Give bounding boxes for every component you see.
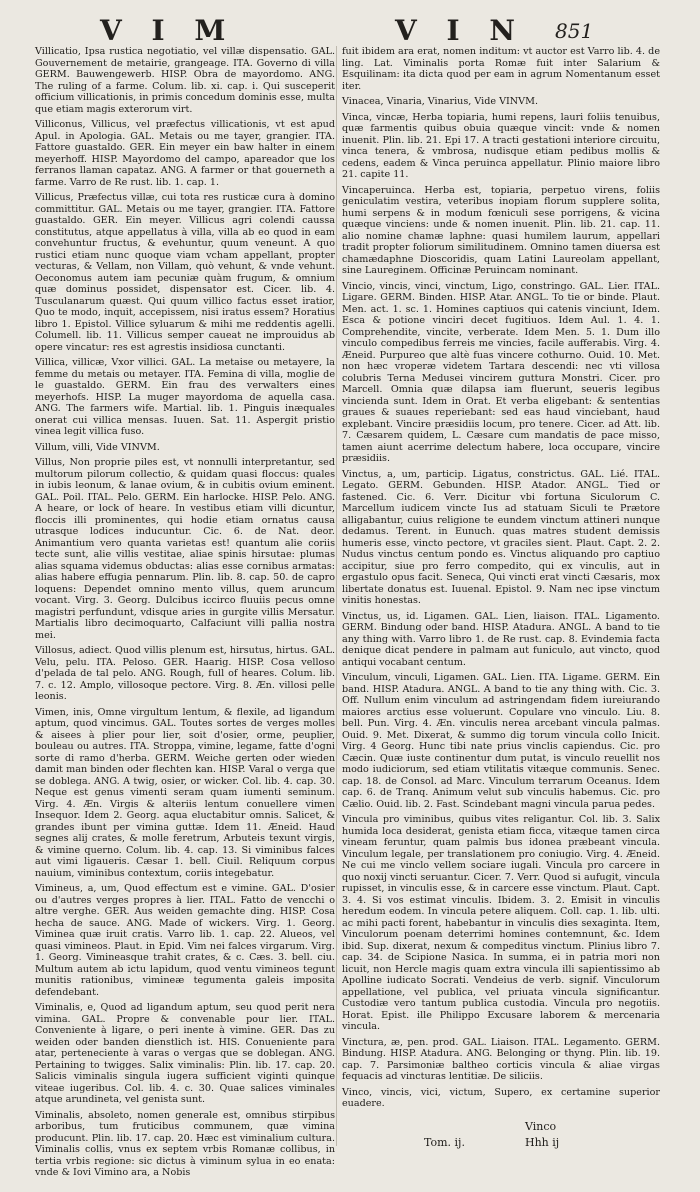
entry-vinco: Vinco, vincis, vici, victum, Supero, ex certamine superior euadere. [342, 1086, 660, 1109]
running-head-right: V I N [395, 14, 525, 47]
running-header [0, 10, 700, 46]
volume-mark: Tom. ij. [424, 1136, 465, 1149]
entry-villicatio: Villicatio, Ipsa rustica negotiatio, vel villæ dispensatio. GAL. Gouvernement de metairie, grangeage. ITA. Governo di villa GERM. Bauwengewerb. HISP. Obra de mayordomo. ANG. The ruling of a farme. Colum. lib. xi. cap. i. Qui susceperit officium villicationis, in primis concedum dominis esse, multa que etiam magis exterorum virt. [35, 46, 335, 115]
entry-vinctura: Vinctura, æ, pen. prod. GAL. Liaison. ITAL. Legamento. GERM. Bindung. HISP. Atadura. ANG. Belonging or thyng. Plin. lib. 19. cap. 7. Parsimoniæ baltheo corticis vincula & aliae virgas fequacis ad vincturas lentitiæ. De siliciis. [342, 1036, 660, 1082]
page-footer [0, 1120, 700, 1176]
entry-vinculum: Vinculum, vinculi, Ligamen. GAL. Lien. ITA. Ligame. GERM. Ein band. HISP. Atadura. ANGL. A band to tie any thing with. Cic. 3. Off. Nullum enim vinculum ad astringendam fidem iureiurando maiores arctius esse voluerunt. Copulare vno vinculo. Liu. 8. bell. Pun. Virg. 4. Æn. vinculis nerea arcebant vincula palmas. Ouid. 9. Met. Dixerat, & summo dig torum vincula collo Inicit. Virg. 4 Georg. Hunc tibi nate prius vinclis capiendus. Cic. pro Cæcin. Quæ iuste continentur dum putat, is vinculo reuellit nos modo iudiciorum, sed etiam vtilitatis vitæque communis. Senec. cap. 18. de Consol. ad Marc. Vinculum terrarum Oceanus. Idem cap. 6. de Tranq. Animum velut sub vinculis habemus. Cic. pro Cælio. Ouid. lib. 2. Fast. Scindebant magni vincula parua pedes. [342, 672, 660, 810]
entry-vincaperuinca: Vincaperuinca. Herba est, topiaria, perpetuo virens, foliis geniculatim vestira, veteribus inopiam florum supplere solita, humi serpens & in modum fœniculi sese porrigens, & vicina quæque vinciens: unde & nomen inuenit. Plin. lib. 21. cap. 11. alio nomine chamæ laphne: quasi humilem laurum, appellari tradit propter foliorum similitudinem. Omnino tamen diuersa est chamædaphne Dioscoridis, quam Latini Laureolam appellant, sine Laureginem. Officinæ Peruincam nominant. [342, 184, 660, 276]
running-head-left: V I M [100, 14, 236, 47]
entry-villiconus: Villiconus, Villicus, vel præfectus villicationis, vt est apud Apul. in Apologia. GAL. Metais ou me tayer, grangier. ITA. Fattore guastaldo. GER. Ein meyer ein baw halter in einem meyerhoff. HISP. Mayordomo del campo, apareador que los ferranos llaman capataz. ANG. A farmer or that gouerneth a farme. Varro de Re rust. lib. 1. cap. 1. [35, 119, 335, 188]
entry-vinctus-adj: Vinctus, a, um, particip. Ligatus, constrictus. GAL. Lié. ITAL. Legato. GERM. Gebunden. HISP. Atador. ANGL. Tied or fastened. Cic. 6. Verr. Dicitur vbi fortuna Siculorum C. Marcellum iudicem vincte Ius ad statuam Siculi te Prætore alligabantur, cuius religione te eundem vinctum attineri nunque dedamus. Terent. in Eunuch. quas matres student demissis humeris esse, vincto pectore, vt graciles sient. Plaut. Capt. 2. 2. Nudus vinctus centum pondo es. Vinctus aliquando pro captiuo accipitur, siue pro ferro compedito, qui ex vinculis, aut in ergastulo opus facit. Seneca, Qui vincti erat vincti Cæsaris, mox libertate donatus est. Iuuenal. Epistol. 9. Nam nec ipse vinctum vinitis honestas. [342, 468, 660, 606]
entry-villicus: Villicus, Præfectus villæ, cui tota res rusticæ cura à domino committitur. GAL. Metais ou me tayer, grangier. ITA. Fattore guastaldo. GER. Ein meyer. Villicus agri colendi caussa constitutus, atque appellatus à villa, villa ab eo quod in eam convehuntur fructus, & evehuntur, quum veneunt. A quo rustici etiam nunc quoque viam vcham appellant, propter vecturas, & Vellam, non Villam, quò vehunt, & vnde vehunt. Oeconomus autem iam pecuniæ quàm frugum, & omnium quæ dominus possidet, dispensator est. Cicer. lib. 4. Tusculanarum quæst. Qui quum villico factus esset iratior, Quo te modo, inquit, accepissem, nisi iratus essem? Horatius libro 1. Epistol. Villice syluarum & mihi me reddentis agelli. Columell. lib. 11. Villicus semper caueat ne improuidus ab opere vincatur: res est agrestis insidiosa cunctanti. [35, 192, 335, 353]
entry-vinctus-noun: Vinctus, us, id. Ligamen. GAL. Lien, liaison. ITAL. Ligamento. GERM. Bindung oder band. HISP. Atadura. ANGL. A band to tie any thing with. Varro libro 1. de Re rust. cap. 8. Evindemia facta denique dicat pendere in palmam aut funiculo, aut vincto, quod antiqui vocabant centum. [342, 610, 660, 668]
signature-mark: Hhh ij [525, 1136, 560, 1149]
entry-viminalis: Viminalis, e, Quod ad ligandum aptum, seu quod perit nera vimina. GAL. Propre & convenable pour lier. ITAL. Conveniente à ligare, o peri inente à vimine. GER. Das zu weiden oder banden dienstlich ist. HIS. Conueniente para atar, perteneciente à varas o vergas que se doblegan. ANG. Pertaining to twigges. Salix viminalis: Plin. lib. 17. cap. 20. Salicis viminalis singula iugera sufficient viginti quinque viteae iugeribus. Col. lib. 4. c. 30. Quae salices viminales atque arundineta, vel genista sunt. [35, 1002, 335, 1105]
entry-continuation: fuit ibidem ara erat, nomen inditum: vt auctor est Varro lib. 4. de ling. Lat. Viminalis porta Romæ fuit inter Salarium & Esquilinam: ita dicta quod per eam in agrum Nomentanum esset iter. [342, 46, 660, 92]
page-number: 851 [555, 19, 594, 43]
entry-vimen: Vimen, inis, Omne virgultum lentum, & flexile, ad ligandum aptum, quod vincimus. GAL. Toutes sortes de verges molles & aisees à plier pour lier, soit d'osier, orme, peuplier, bouleau ou autres. ITA. Stroppa, vimine, legame, fatte d'ogni sorte di ramo d'herba. GERM. Weiche gerten oder wieden damit man binden oder flechten kan. HISP. Varal o verga que se doblega. ANG. A twig, osier, or wicker. Col. lib. 4. cap. 30. Neque est genus vimenti seram quam iumenti seminum. Virg. 4. Æn. Virgis & alteriis lentum conuellere vimen Insequor. Idem 2. Georg. aqua eluctabitur omnis. Salicet, & grandes ibunt per vimina guttæ. Idem 11. Æneid. Haud segnes alij crates, & molle feretrum, Arbuteis texunt virgis, & vimine querno. Colum. lib. 4. cap. 13. Si viminibus falces aut vimi ligaueris. Cæsar 1. bell. Ciuil. Reliquum corpus nauium, viminibus contextum, coriis integebatur. [35, 706, 335, 879]
left-column [35, 46, 335, 1178]
entry-vinacea: Vinacea, Vinaria, Vinarius, Vide VINVM. [342, 96, 538, 107]
column-divider [336, 46, 337, 1146]
right-column [342, 46, 660, 1136]
entry-viminalis-2: Viminalis, absoleto, nomen generale est, omnibus stirpibus arboribus, tum fruticibus communem, quæ vimina producunt. Plin. lib. 17. cap. 20. Hæc est viminalium cultura. Viminalis collis, vnus ex septem vrbis Romanæ collibus, in tertia vrbis regione: sic dictus à viminum sylua in eo enata: vnde & Iovi Vimino ara, a Nobis [35, 1109, 335, 1178]
entry-villica: Villica, villicæ, Vxor villici. GAL. La metaise ou metayere, la femme du metais ou metayer. ITA. Femina di villa, moglie de le guastaldo. GERM. Ein frau des verwalters eines meyerhofs. HISP. La muger mayordoma de aquella casa. ANG. The farmers wife. Martial. lib. 1. Pinguis inæquales onerat cui villica mensas. Iuuen. Sat. 11. Aspergit pristio vinea legit villica fuso. [35, 357, 335, 437]
catchword: Vinco [525, 1120, 557, 1133]
entry-villus: Villus, Non proprie piles est, vt nonnulli interpretantur, sed multorum pilorum collectio, & quidam quasi floccus: quales in iubis leonum, & lanae ovium, & in cubitis ovium eminent. GAL. Poil. ITAL. Pelo. GERM. Ein harlocke. HISP. Pelo. ANG. A heare, or lock of heare. In vestibus etiam villi dicuntur, floccis illi prominentes, qui hodie etiam ornatus causa utrasque lodices inducuntur. Cic. 6. de Nat. deor. Animantium vero quanta varietas est! quantum alie coriis tecte sunt, alie villis vestitae, aliae spinis hirsutae: plumas alias squama videmus obductas: alias esse cornibus armatas: alias habere effugia pennarum. Plin. lib. 8. cap. 50. de capro loquens: Dependet omnino mento villus, quem aruncum vocant. Virg. 3. Georg. Dulcibus iccirco fluuiis pecus omne magistri perfundunt, vdisque aries in gurgite villis Mersatur. Martialis libro decimoquarto, Calfaciunt villi pallia nostra mei. [35, 457, 335, 641]
entry-vincula: Vincula pro viminibus, quibus vites religantur. Col. lib. 3. Salix humida loca desiderat, genista etiam ficca, vitæque tamen circa vineam feruntur, quam palmis bus idonea præbeant vincula. Vinculum legale, per translationem pro coniugio. Virg. 4. Æneid. Ne cui me vinclo vellem sociare iugali. Vincula pro carcere in quo noxij vincti seruantur. Cicer. 7. Verr. Quod si aufugit, vincula rupisset, in vinculis esse, & in carcere esse vinctum. Plaut. Capt. 3. 4. Si vos estimat vinculis. Ibidem. 3. 2. Emisit in vinculis heredum eodem. In vincula petere aliquem. Coll. cap. 1. lib. ulti. ac mihi pacti forent, habebantur in vinculis dies sexaginta. Item, Vinculorum poenam deterrimi homines contemnunt, &c. Idem ibid. Sup. dixerat, nexum & compeditus vinctum. Plinius libro 7. cap. 34. de Scipione Nasica. In summa, ei in patria mori non licuit, non Hercle magis quam extra vincula illi sapientissimo ab Apolline iudicato Socrati. Vendeius de verb. signif. Vinculorum appellatione, vel publica, vel priuata vincula significantur. Custodiæ vero tantum publica custodia. Vincula pro negotiis. Horat. Epist. ille Philippo Excusare laborem & mercenaria vincula. [342, 814, 660, 1032]
entry-villosus: Villosus, adiect. Quod villis plenum est, hirsutus, hirtus. GAL. Velu, pelu. ITA. Peloso. GER. Haarig. HISP. Cosa velloso d'pelada de tal pelo. ANG. Rough, full of heares. Colum. lib. 7. c. 12. Amplo, villosoque pectore. Virg. 8. Æn. villosi pelle leonis. [35, 645, 335, 702]
entry-vimineus: Vimineus, a, um, Quod effectum est e vimine. GAL. D'osier ou d'autres verges propres à lier. ITAL. Fatto de vencchi o altre verghe. GER. Aus weiden gemachte ding. HISP. Cosa hecha de sauce. ANG. Made of wickers. Virg. 1. Georg. Viminea quæ iruit cratis. Varro lib. 1. cap. 22. Alueos, vel quasi vimineos. Plaut. in Epid. Vim nei falces virgarum. Virg. 1. Georg. Vimineasque trahit crates, & c. Cæs. 3. bell. ciu. Multum autem ab ictu lapidum, quod ventu vimineos tegunt munitis rationibus, vimineæ tegumenta galeis imposita defendebant. [35, 883, 335, 998]
entry-vincio: Vincio, vincis, vinci, vinctum, Ligo, constringo. GAL. Lier. ITAL. Ligare. GERM. Binden. HISP. Atar. ANGL. To tie or binde. Plaut. Men. act. 1. sc. 1. Homines captiuos qui catenis vinciunt, Idem. Esca & potione vinciri decet fugitiuos. Idem Aul. 1. 4. 1. Comprehendite, vincite, verberate. Idem Men. 5. 1. Dum illo vinculo compedibus ferreis me vincies, facile aufferabis. Virg. 4. Æneid. Purpureo que altè fuas vincere cothurno. Ouid. 10. Met. non hæc vroperæ videtem Tartara descendi: nec vti villosa colubris Terna Medusei vincirem guttura Monstri. Cicer. pro Marcell. Omnia quæ dilapsa iam fluerunt, seueris legibus vincienda sunt. Idem in Orat. Et verba eligebant: & sententias graues & suaues reperiebant: sed eas haud vinciebant, haud explebant. Vincire præsidiis locum, pro tenere. Cicer. ad Att. lib. 7. Cæsarem quidem, L. Cæsare cum mandatis de pace misso, tamen aiunt acerrime delectum habere, loca occupare, vincire præsidiis. [342, 280, 660, 464]
entry-vinca: Vinca, vincæ, Herba topiaria, humi repens, lauri foliis tenuibus, quæ farmentis quibus obuia quæque vincit: vnde & nomen inuenit. Plin. lib. 21. Epi 17. A tracti gestationi interiore circuitu, vinca tenera, & vmbrosa, nudisque etiam pedibus mollis & cedens, eadem & Vinca peruinca appellatur. Plinio maiore libro 21. capite 11. [342, 111, 660, 180]
entry-villum: Villum, villi, Vide VINVM. [35, 441, 160, 453]
